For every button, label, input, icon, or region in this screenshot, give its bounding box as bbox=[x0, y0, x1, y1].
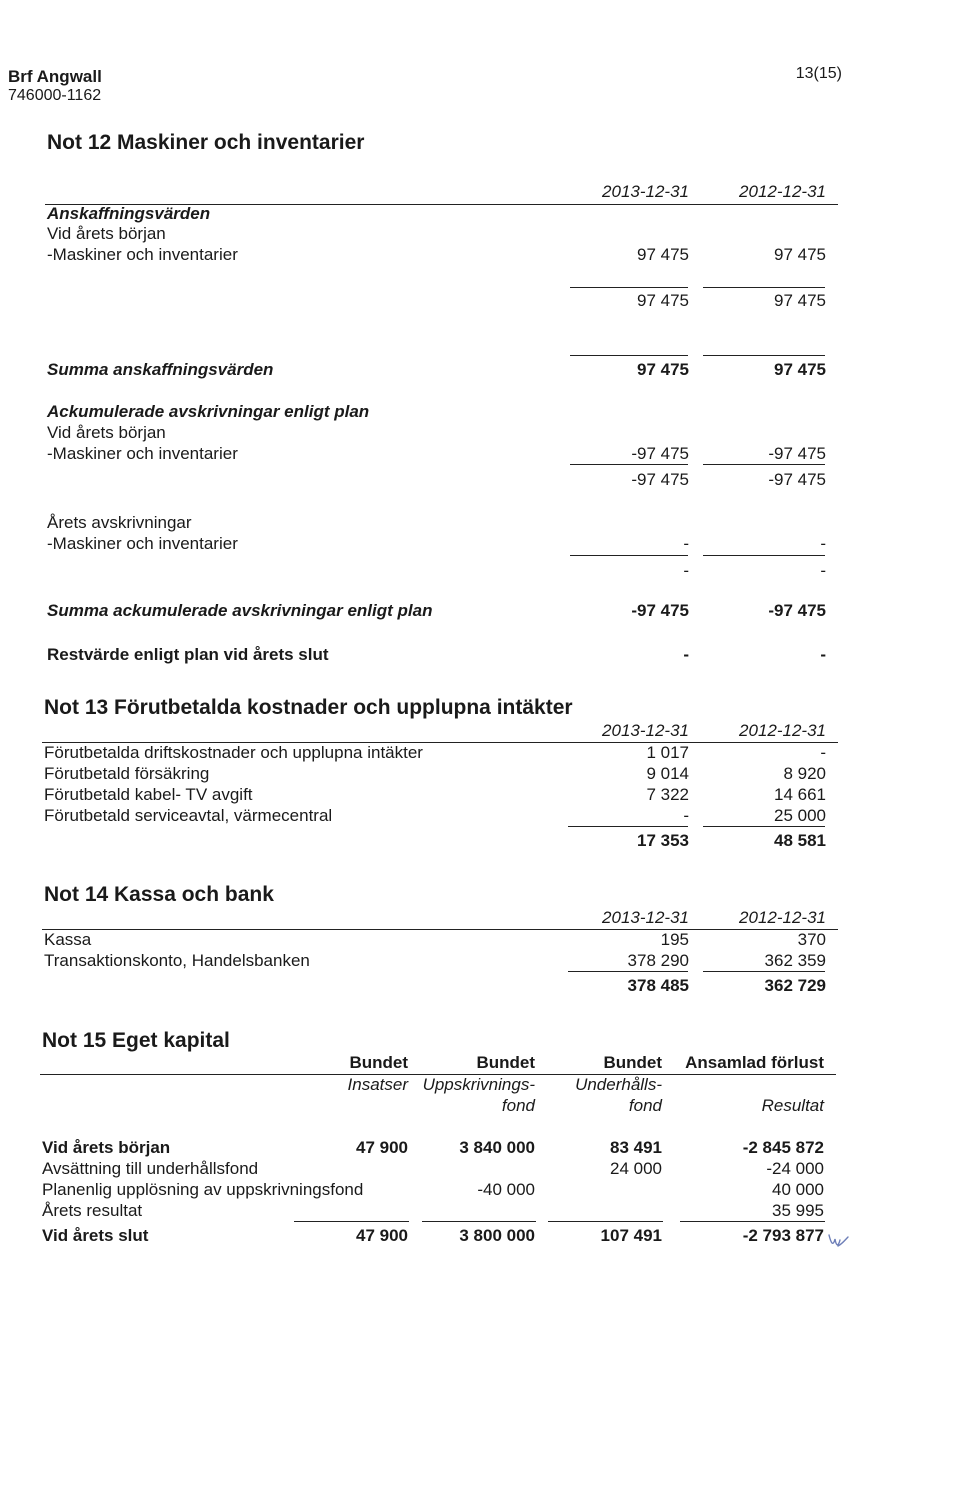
note13-row-2013: 9 014 bbox=[646, 764, 689, 783]
note12-depreciation-sum-2013: -97 475 bbox=[631, 601, 689, 620]
note15-row-col2: -40 000 bbox=[477, 1180, 535, 1199]
note15-col3-header: Bundet bbox=[603, 1053, 662, 1072]
note14-col-2012: 2012-12-31 bbox=[739, 908, 826, 927]
note14-row-label: Kassa bbox=[44, 930, 92, 949]
sum-rule bbox=[570, 464, 688, 465]
note15-col4-header: Ansamlad förlust bbox=[685, 1053, 824, 1072]
note12-col-2013: 2013-12-31 bbox=[602, 182, 689, 201]
note15-row-col4: -2 793 877 bbox=[742, 1226, 824, 1245]
sum-rule bbox=[703, 355, 825, 356]
note12-acquisition-sum-2013: 97 475 bbox=[637, 360, 689, 379]
note12-depreciation-sum-2012: -97 475 bbox=[768, 601, 826, 620]
note15-row-label: Vid årets slut bbox=[42, 1226, 149, 1245]
note15-col3-subheader: Underhålls- bbox=[575, 1075, 662, 1094]
note15-row-col4: -2 845 872 bbox=[742, 1138, 824, 1157]
note12-depreciation-subtotal-2013: -97 475 bbox=[631, 470, 689, 489]
sum-rule bbox=[294, 1221, 409, 1222]
sum-rule bbox=[422, 1221, 536, 1222]
note15-row-col3: 107 491 bbox=[600, 1226, 662, 1245]
note14-row-2013: 195 bbox=[660, 930, 689, 949]
note13-row-label: Förutbetald kabel- TV avgift bbox=[44, 785, 253, 804]
note12-residual-2012: - bbox=[820, 645, 826, 664]
sum-rule bbox=[570, 287, 688, 288]
note13-row-label: Förutbetald försäkring bbox=[44, 764, 210, 783]
note15-row-col4: 40 000 bbox=[772, 1180, 824, 1199]
note13-row-2012: - bbox=[820, 743, 826, 762]
note15-col3-subheader-2: fond bbox=[628, 1096, 662, 1115]
sum-rule bbox=[568, 826, 688, 827]
note15-title: Not 15 Eget kapital bbox=[42, 1029, 230, 1052]
sum-rule bbox=[703, 464, 825, 465]
note13-row-2012: 14 661 bbox=[774, 785, 826, 804]
note12-year-depreciation-subtotal-2013: - bbox=[683, 561, 689, 580]
note12-year-depreciation-2012: - bbox=[820, 534, 826, 553]
note12-depreciation-subtotal-2012: -97 475 bbox=[768, 470, 826, 489]
note12-depreciation-item-label: -Maskiner och inventarier bbox=[47, 444, 238, 463]
sum-rule bbox=[680, 1221, 825, 1222]
note15-col4-subheader-2: Resultat bbox=[761, 1096, 824, 1115]
note14-row-2013: 378 290 bbox=[627, 951, 689, 970]
organization-number: 746000-1162 bbox=[8, 87, 102, 104]
note13-row-2013: 1 017 bbox=[646, 743, 689, 762]
note14-row-label: Transaktionskonto, Handelsbanken bbox=[44, 951, 310, 970]
note14-header-rule bbox=[42, 929, 838, 930]
note15-col2-subheader: Uppskrivnings- bbox=[422, 1075, 535, 1094]
organization-name: Brf Angwall bbox=[8, 67, 102, 86]
note12-year-depreciation-subtotal-2012: - bbox=[820, 561, 826, 580]
note15-col1-subheader: Insatser bbox=[347, 1075, 408, 1094]
sum-rule bbox=[548, 1221, 663, 1222]
note12-acquisition-item-label: -Maskiner och inventarier bbox=[47, 245, 238, 264]
note15-row-label: Planenlig upplösning av uppskrivningsfond bbox=[42, 1180, 364, 1199]
note13-total-2012: 48 581 bbox=[774, 831, 826, 850]
sum-rule bbox=[570, 355, 688, 356]
note13-row-2012: 8 920 bbox=[783, 764, 826, 783]
note14-total-2013: 378 485 bbox=[627, 976, 689, 995]
note14-title: Not 14 Kassa och bank bbox=[44, 883, 274, 906]
note14-col-2013: 2013-12-31 bbox=[602, 908, 689, 927]
page-number: 13(15) bbox=[795, 65, 842, 82]
sum-rule bbox=[568, 971, 688, 972]
note12-year-depreciation-heading: Årets avskrivningar bbox=[47, 513, 192, 532]
note15-row-col2: 3 800 000 bbox=[459, 1226, 535, 1245]
note13-row-2012: 25 000 bbox=[774, 806, 826, 825]
note12-acquisition-heading: Anskaffningsvärden bbox=[47, 204, 211, 223]
note12-year-depreciation-2013: - bbox=[683, 534, 689, 553]
sum-rule bbox=[703, 826, 825, 827]
note15-col2-header: Bundet bbox=[476, 1053, 535, 1072]
sum-rule bbox=[570, 555, 688, 556]
note15-row-col1: 47 900 bbox=[356, 1138, 408, 1157]
note13-total-2013: 17 353 bbox=[637, 831, 689, 850]
note12-year-depreciation-item-label: -Maskiner och inventarier bbox=[47, 534, 238, 553]
sum-rule bbox=[703, 287, 825, 288]
note12-acquisition-subtotal-2012: 97 475 bbox=[774, 291, 826, 310]
note15-col2-subheader-2: fond bbox=[501, 1096, 535, 1115]
note12-col-2012: 2012-12-31 bbox=[739, 182, 826, 201]
sum-rule bbox=[703, 555, 825, 556]
note12-acquisition-sum-label: Summa anskaffningsvärden bbox=[47, 360, 274, 379]
note12-acquisition-sum-2012: 97 475 bbox=[774, 360, 826, 379]
note13-title: Not 13 Förutbetalda kostnader och upplupna intäkter bbox=[44, 696, 573, 719]
note15-row-label: Avsättning till underhållsfond bbox=[42, 1159, 259, 1178]
note15-row-col1: 47 900 bbox=[356, 1226, 408, 1245]
note12-depreciation-item-2012: -97 475 bbox=[768, 444, 826, 463]
note12-depreciation-heading: Ackumulerade avskrivningar enligt plan bbox=[47, 402, 370, 421]
note12-residual-2013: - bbox=[683, 645, 689, 664]
note15-row-col3: 83 491 bbox=[610, 1138, 662, 1157]
note13-col-2012: 2012-12-31 bbox=[739, 721, 826, 740]
note15-row-col4: 35 995 bbox=[772, 1201, 824, 1220]
note15-row-col4: -24 000 bbox=[766, 1159, 824, 1178]
note12-residual-label: Restvärde enligt plan vid årets slut bbox=[47, 645, 329, 664]
note12-depreciation-item-2013: -97 475 bbox=[631, 444, 689, 463]
note12-depreciation-start-label: Vid årets början bbox=[47, 423, 166, 442]
note13-col-2013: 2013-12-31 bbox=[602, 721, 689, 740]
note14-row-2012: 362 359 bbox=[764, 951, 826, 970]
note12-acquisition-subtotal-2013: 97 475 bbox=[637, 291, 689, 310]
note12-acquisition-start-label: Vid årets början bbox=[47, 224, 166, 243]
note13-row-2013: - bbox=[683, 806, 689, 825]
note13-row-label: Förutbetald serviceavtal, värmecentral bbox=[44, 806, 333, 825]
note15-row-col2: 3 840 000 bbox=[459, 1138, 535, 1157]
note14-total-2012: 362 729 bbox=[764, 976, 826, 995]
note14-row-2012: 370 bbox=[797, 930, 826, 949]
sum-rule bbox=[703, 971, 825, 972]
note12-title: Not 12 Maskiner och inventarier bbox=[47, 131, 365, 154]
note12-acquisition-item-2012: 97 475 bbox=[774, 245, 826, 264]
note13-row-2013: 7 322 bbox=[646, 785, 689, 804]
note12-acquisition-item-2013: 97 475 bbox=[637, 245, 689, 264]
handwritten-initials-mark bbox=[826, 1225, 850, 1253]
note15-col1-header: Bundet bbox=[349, 1053, 408, 1072]
note15-row-label: Vid årets början bbox=[42, 1138, 171, 1157]
note13-row-label: Förutbetalda driftskostnader och upplupna intäkter bbox=[44, 743, 423, 762]
note15-row-label: Årets resultat bbox=[42, 1201, 143, 1220]
note12-depreciation-sum-label: Summa ackumulerade avskrivningar enligt plan bbox=[47, 601, 433, 620]
note15-row-col3: 24 000 bbox=[610, 1159, 662, 1178]
